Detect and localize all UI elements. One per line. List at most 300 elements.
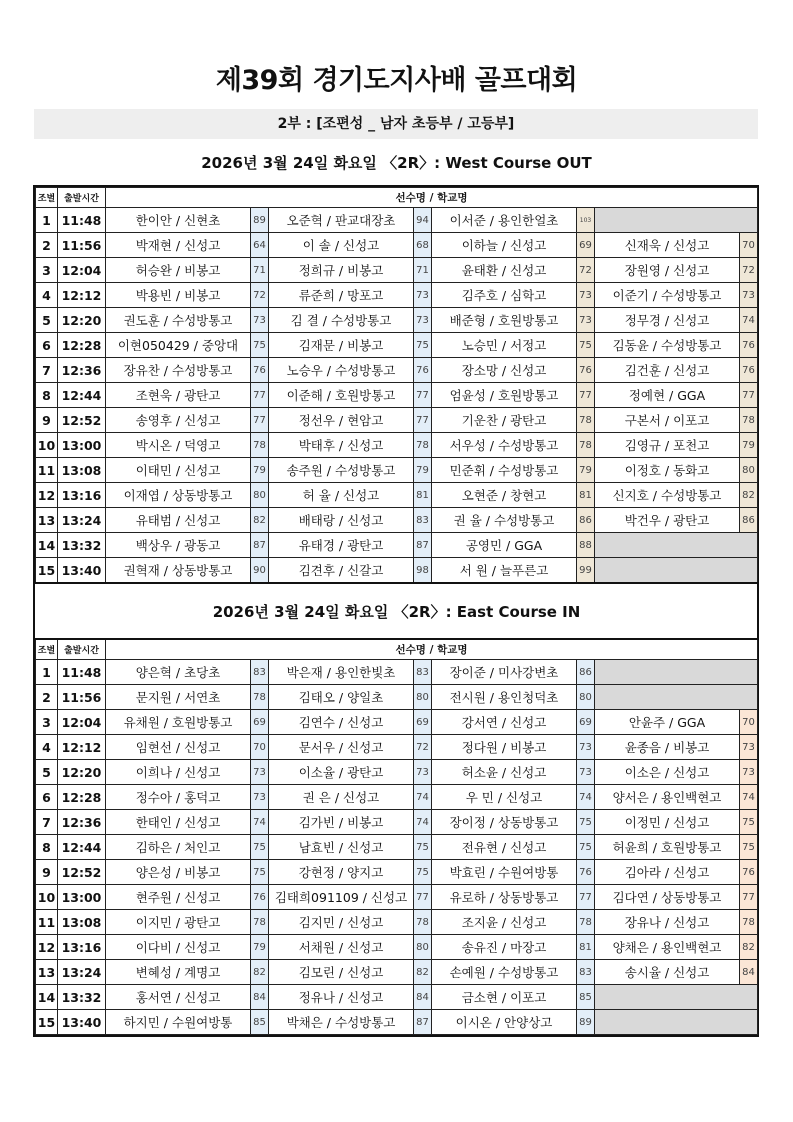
table-row: [36, 710, 758, 735]
player-score: 84: [414, 985, 432, 1010]
group-number: 5: [36, 760, 58, 785]
player-name: 권 율 / 수성방통고: [432, 508, 577, 533]
west-course-title: 2026년 3월 24일 화요일 〈2R〉: West Course OUT: [201, 154, 592, 172]
player-score: 74: [414, 785, 432, 810]
player-name: 박시온 / 덕영고: [106, 433, 251, 458]
player-name: 한이안 / 신현초: [106, 208, 251, 233]
player-score: 73: [740, 735, 758, 760]
player-name: 서채원 / 신성고: [269, 935, 414, 960]
player-score: 70: [740, 233, 758, 258]
player-score: 80: [577, 685, 595, 710]
table-row: [36, 533, 758, 558]
table-row: [36, 408, 758, 433]
player-name: 이현050429 / 중앙대: [106, 333, 251, 358]
player-name: 박재현 / 신성고: [106, 233, 251, 258]
player-name: 장원영 / 신성고: [595, 258, 740, 283]
player-name: 김영규 / 포천고: [595, 433, 740, 458]
player-score: 72: [251, 283, 269, 308]
player-name: 강현정 / 양지고: [269, 860, 414, 885]
player-name: 구본서 / 이포고: [595, 408, 740, 433]
player-score: 78: [251, 433, 269, 458]
player-score: 87: [251, 533, 269, 558]
table-row: [36, 233, 758, 258]
player-score: 75: [251, 333, 269, 358]
table-row: [36, 308, 758, 333]
west-course-body: [36, 188, 758, 584]
group-number: 7: [36, 810, 58, 835]
player-name: 김재문 / 비봉고: [269, 333, 414, 358]
start-time: 13:00: [58, 433, 106, 458]
player-score: 73: [577, 283, 595, 308]
player-name: 문지원 / 서연초: [106, 685, 251, 710]
east-course-body: [36, 639, 758, 1035]
player-score: 73: [251, 785, 269, 810]
player-score: 89: [577, 1010, 595, 1035]
player-name: 기운찬 / 광탄고: [432, 408, 577, 433]
player-name: 전유현 / 신성고: [432, 835, 577, 860]
player-score: 75: [577, 835, 595, 860]
player-score: 85: [577, 985, 595, 1010]
group-number: 13: [36, 960, 58, 985]
player-name: 서 원 / 늘푸른고: [432, 558, 577, 584]
table-row: [36, 960, 758, 985]
player-name: 문서우 / 신성고: [269, 735, 414, 760]
table-row: [36, 483, 758, 508]
group-number: 7: [36, 358, 58, 383]
group-number: 5: [36, 308, 58, 333]
group-number: 10: [36, 433, 58, 458]
player-name: 유채원 / 호원방통고: [106, 710, 251, 735]
player-name: 박건우 / 광탄고: [595, 508, 740, 533]
player-score: 89: [251, 208, 269, 233]
player-score: 73: [251, 308, 269, 333]
player-score: 75: [740, 835, 758, 860]
start-time: 12:20: [58, 308, 106, 333]
group-number: 15: [36, 1010, 58, 1035]
table-row: [36, 985, 758, 1010]
player-name: 조지윤 / 신성고: [432, 910, 577, 935]
player-name: 김건훈 / 신성고: [595, 358, 740, 383]
player-score: 75: [414, 835, 432, 860]
start-time: 13:24: [58, 960, 106, 985]
empty-slot: [595, 1010, 758, 1035]
player-name: 권 은 / 신성고: [269, 785, 414, 810]
group-number: 13: [36, 508, 58, 533]
player-name: 이준기 / 수성방통고: [595, 283, 740, 308]
player-name: 유태범 / 신성고: [106, 508, 251, 533]
player-score: 77: [740, 383, 758, 408]
table-row: [36, 333, 758, 358]
empty-slot: [595, 685, 758, 710]
player-score: 73: [740, 283, 758, 308]
player-score: 86: [577, 660, 595, 685]
group-number: 6: [36, 785, 58, 810]
player-score: 78: [577, 433, 595, 458]
player-name: 이소율 / 광탄고: [269, 760, 414, 785]
player-name: 송영후 / 신성고: [106, 408, 251, 433]
group-number: 4: [36, 735, 58, 760]
player-name: 송유진 / 마장고: [432, 935, 577, 960]
player-score: 76: [251, 358, 269, 383]
player-name: 장유찬 / 수성방통고: [106, 358, 251, 383]
player-name: 남효빈 / 신성고: [269, 835, 414, 860]
east-course-title-section: [36, 583, 758, 639]
start-time: 12:28: [58, 785, 106, 810]
start-time: 12:20: [58, 760, 106, 785]
east-course-title-row: [36, 583, 758, 639]
player-score: 77: [414, 383, 432, 408]
group-number: 8: [36, 383, 58, 408]
player-score: 71: [414, 258, 432, 283]
player-name: 이지민 / 광탄고: [106, 910, 251, 935]
player-name: 장유나 / 신성고: [595, 910, 740, 935]
player-name: 박태후 / 신성고: [269, 433, 414, 458]
player-score: 70: [740, 710, 758, 735]
player-name: 허윤희 / 호원방통고: [595, 835, 740, 860]
group-number: 9: [36, 860, 58, 885]
player-name: 이태민 / 신성고: [106, 458, 251, 483]
player-score: 64: [251, 233, 269, 258]
group-number: 11: [36, 458, 58, 483]
player-score: 74: [740, 308, 758, 333]
player-score: 90: [251, 558, 269, 584]
player-score: 73: [414, 308, 432, 333]
player-name: 정다원 / 비봉고: [432, 735, 577, 760]
table-row: [36, 258, 758, 283]
group-number: 4: [36, 283, 58, 308]
player-name: 손예원 / 수성방통고: [432, 960, 577, 985]
start-time: 12:44: [58, 383, 106, 408]
start-time: 13:32: [58, 985, 106, 1010]
player-name: 현주원 / 신성고: [106, 885, 251, 910]
table-row: [36, 508, 758, 533]
player-score: 87: [414, 533, 432, 558]
header-start-time: 출발시간: [58, 639, 106, 660]
player-name: 윤태환 / 신성고: [432, 258, 577, 283]
player-score: 86: [577, 508, 595, 533]
player-name: 백상우 / 광동고: [106, 533, 251, 558]
player-score: 76: [740, 860, 758, 885]
empty-slot: [595, 985, 758, 1010]
player-name: 이다비 / 신성고: [106, 935, 251, 960]
subtitle-bar: [34, 109, 758, 139]
player-name: 오현준 / 창현고: [432, 483, 577, 508]
player-name: 장소망 / 신성고: [432, 358, 577, 383]
group-number: 1: [36, 208, 58, 233]
player-score: 68: [414, 233, 432, 258]
player-score: 79: [251, 458, 269, 483]
header-players: 선수명 / 학교명: [106, 639, 758, 660]
player-score: 94: [414, 208, 432, 233]
player-name: 송주원 / 수성방통고: [269, 458, 414, 483]
player-name: 이서준 / 용인한얼초: [432, 208, 577, 233]
table-row: [36, 910, 758, 935]
player-name: 이준해 / 호원방통고: [269, 383, 414, 408]
player-name: 김하은 / 처인고: [106, 835, 251, 860]
player-score: 78: [740, 910, 758, 935]
player-score: 79: [577, 458, 595, 483]
player-score: 74: [740, 785, 758, 810]
player-name: 허승완 / 비봉고: [106, 258, 251, 283]
group-number: 14: [36, 985, 58, 1010]
player-score: 77: [740, 885, 758, 910]
table-row: [36, 785, 758, 810]
player-score: 75: [251, 860, 269, 885]
player-score: 73: [740, 760, 758, 785]
player-score: 77: [414, 885, 432, 910]
player-name: 박용빈 / 비봉고: [106, 283, 251, 308]
player-score: 77: [251, 408, 269, 433]
player-name: 한태인 / 신성고: [106, 810, 251, 835]
player-score: 81: [414, 483, 432, 508]
player-score: 78: [251, 910, 269, 935]
player-score: 76: [577, 860, 595, 885]
table-row: [36, 735, 758, 760]
player-name: 정선우 / 현암고: [269, 408, 414, 433]
player-name: 박은재 / 용인한빛초: [269, 660, 414, 685]
player-name: 배준형 / 호원방통고: [432, 308, 577, 333]
start-time: 12:52: [58, 408, 106, 433]
player-score: 78: [414, 433, 432, 458]
table-row: [36, 458, 758, 483]
player-score: 84: [251, 985, 269, 1010]
player-name: 우 민 / 신성고: [432, 785, 577, 810]
group-number: 3: [36, 710, 58, 735]
player-score: 85: [251, 1010, 269, 1035]
player-name: 이소은 / 신성고: [595, 760, 740, 785]
group-number: 15: [36, 558, 58, 584]
start-time: 13:08: [58, 910, 106, 935]
player-name: 이 솔 / 신성고: [269, 233, 414, 258]
player-name: 이희나 / 신성고: [106, 760, 251, 785]
player-score: 88: [577, 533, 595, 558]
player-score: 77: [577, 383, 595, 408]
start-time: 12:12: [58, 283, 106, 308]
player-name: 김연수 / 신성고: [269, 710, 414, 735]
player-score: 74: [251, 810, 269, 835]
player-score: 73: [414, 283, 432, 308]
player-name: 서우성 / 수성방통고: [432, 433, 577, 458]
player-score: 70: [251, 735, 269, 760]
start-time: 12:36: [58, 358, 106, 383]
group-number: 11: [36, 910, 58, 935]
player-name: 엄윤성 / 호원방통고: [432, 383, 577, 408]
player-name: 김지민 / 신성고: [269, 910, 414, 935]
player-score: 72: [577, 258, 595, 283]
player-name: 양은혁 / 초당초: [106, 660, 251, 685]
player-name: 김견후 / 신갈고: [269, 558, 414, 584]
group-number: 8: [36, 835, 58, 860]
player-name: 양서은 / 용인백현고: [595, 785, 740, 810]
group-number: 3: [36, 258, 58, 283]
start-time: 13:16: [58, 483, 106, 508]
group-number: 14: [36, 533, 58, 558]
player-score: 73: [577, 735, 595, 760]
player-name: 장이준 / 미사강변초: [432, 660, 577, 685]
table-row: [36, 760, 758, 785]
player-name: 허 율 / 신성고: [269, 483, 414, 508]
start-time: 11:56: [58, 685, 106, 710]
player-name: 이정민 / 신성고: [595, 810, 740, 835]
pairings-table: [35, 187, 758, 1035]
player-score: 78: [577, 408, 595, 433]
player-score: 73: [577, 308, 595, 333]
player-name: 김다연 / 상동방통고: [595, 885, 740, 910]
empty-slot: [595, 533, 758, 558]
table-row: [36, 208, 758, 233]
start-time: 12:36: [58, 810, 106, 835]
header-row: [36, 639, 758, 660]
player-score: 80: [414, 935, 432, 960]
east-course-title: 2026년 3월 24일 화요일 〈2R〉: East Course IN: [36, 583, 758, 639]
pairings-sheet: [33, 185, 759, 1037]
player-score: 98: [414, 558, 432, 584]
player-name: 장이정 / 상동방통고: [432, 810, 577, 835]
table-row: [36, 660, 758, 685]
player-score: 99: [577, 558, 595, 584]
header-start-time: 출발시간: [58, 188, 106, 208]
player-score: 78: [251, 685, 269, 710]
player-name: 임현선 / 신성고: [106, 735, 251, 760]
player-name: 정예현 / GGA: [595, 383, 740, 408]
player-name: 정유나 / 신성고: [269, 985, 414, 1010]
player-name: 정수아 / 홍덕고: [106, 785, 251, 810]
table-row: [36, 685, 758, 710]
header-group: 조별: [36, 188, 58, 208]
player-score: 75: [251, 835, 269, 860]
player-name: 배태랑 / 신성고: [269, 508, 414, 533]
player-score: 69: [414, 710, 432, 735]
player-score: 87: [414, 1010, 432, 1035]
table-row: [36, 283, 758, 308]
player-name: 윤종음 / 비봉고: [595, 735, 740, 760]
player-name: 권도훈 / 수성방통고: [106, 308, 251, 333]
player-score: 80: [414, 685, 432, 710]
table-row: [36, 1010, 758, 1035]
group-number: 9: [36, 408, 58, 433]
player-name: 김모린 / 신성고: [269, 960, 414, 985]
player-score: 73: [251, 760, 269, 785]
table-row: [36, 885, 758, 910]
player-name: 양채은 / 용인백현고: [595, 935, 740, 960]
player-name: 류준희 / 망포고: [269, 283, 414, 308]
subtitle: 2부 : [조편성 _ 남자 초등부 / 고등부]: [277, 116, 515, 132]
player-score: 72: [740, 258, 758, 283]
start-time: 13:24: [58, 508, 106, 533]
group-number: 10: [36, 885, 58, 910]
player-score: 81: [577, 483, 595, 508]
player-score: 75: [414, 333, 432, 358]
player-name: 김 결 / 수성방통고: [269, 308, 414, 333]
player-score: 76: [577, 358, 595, 383]
player-score: 79: [414, 458, 432, 483]
header-group: 조별: [36, 639, 58, 660]
group-number: 12: [36, 483, 58, 508]
table-row: [36, 433, 758, 458]
table-row: [36, 935, 758, 960]
player-name: 이재엽 / 상동방통고: [106, 483, 251, 508]
player-name: 김태오 / 양일초: [269, 685, 414, 710]
player-score: 74: [414, 810, 432, 835]
player-score: 75: [740, 810, 758, 835]
empty-slot: [595, 208, 758, 233]
player-score: 103: [577, 208, 595, 233]
page-title: 제39회 경기도지사배 골프대회: [215, 65, 578, 96]
start-time: 12:44: [58, 835, 106, 860]
player-score: 72: [414, 735, 432, 760]
player-name: 민준휘 / 수성방통고: [432, 458, 577, 483]
start-time: 11:56: [58, 233, 106, 258]
player-name: 이하늘 / 신성고: [432, 233, 577, 258]
player-score: 78: [577, 910, 595, 935]
player-name: 김주호 / 심학고: [432, 283, 577, 308]
start-time: 11:48: [58, 208, 106, 233]
player-score: 77: [414, 408, 432, 433]
player-name: 김태희091109 / 신성고: [269, 885, 414, 910]
player-name: 노승우 / 수성방통고: [269, 358, 414, 383]
player-score: 84: [740, 960, 758, 985]
player-name: 전시원 / 용인청덕초: [432, 685, 577, 710]
player-score: 76: [251, 885, 269, 910]
table-row: [36, 558, 758, 584]
player-name: 금소현 / 이포고: [432, 985, 577, 1010]
player-score: 79: [740, 433, 758, 458]
group-number: 1: [36, 660, 58, 685]
player-name: 김가빈 / 비봉고: [269, 810, 414, 835]
player-score: 83: [251, 660, 269, 685]
player-score: 83: [577, 960, 595, 985]
table-row: [36, 358, 758, 383]
player-name: 공영민 / GGA: [432, 533, 577, 558]
player-name: 박채은 / 수성방통고: [269, 1010, 414, 1035]
player-score: 80: [251, 483, 269, 508]
start-time: 13:32: [58, 533, 106, 558]
player-score: 75: [577, 333, 595, 358]
player-name: 유태경 / 광탄고: [269, 533, 414, 558]
group-number: 6: [36, 333, 58, 358]
table-row: [36, 835, 758, 860]
table-row: [36, 860, 758, 885]
player-score: 86: [740, 508, 758, 533]
player-name: 김동윤 / 수성방통고: [595, 333, 740, 358]
player-score: 69: [251, 710, 269, 735]
player-score: 82: [251, 960, 269, 985]
player-score: 79: [251, 935, 269, 960]
player-name: 양은성 / 비봉고: [106, 860, 251, 885]
player-score: 76: [740, 358, 758, 383]
start-time: 12:12: [58, 735, 106, 760]
empty-slot: [595, 660, 758, 685]
player-score: 77: [251, 383, 269, 408]
group-number: 12: [36, 935, 58, 960]
player-score: 82: [740, 935, 758, 960]
player-score: 75: [414, 860, 432, 885]
group-number: 2: [36, 685, 58, 710]
player-score: 76: [414, 358, 432, 383]
player-score: 76: [740, 333, 758, 358]
player-score: 83: [414, 660, 432, 685]
player-score: 77: [577, 885, 595, 910]
player-name: 하지민 / 수원여방통: [106, 1010, 251, 1035]
start-time: 12:04: [58, 258, 106, 283]
table-row: [36, 810, 758, 835]
player-score: 75: [577, 810, 595, 835]
player-name: 김아라 / 신성고: [595, 860, 740, 885]
start-time: 13:08: [58, 458, 106, 483]
player-score: 82: [740, 483, 758, 508]
player-score: 78: [414, 910, 432, 935]
header-players: 선수명 / 학교명: [106, 188, 758, 208]
